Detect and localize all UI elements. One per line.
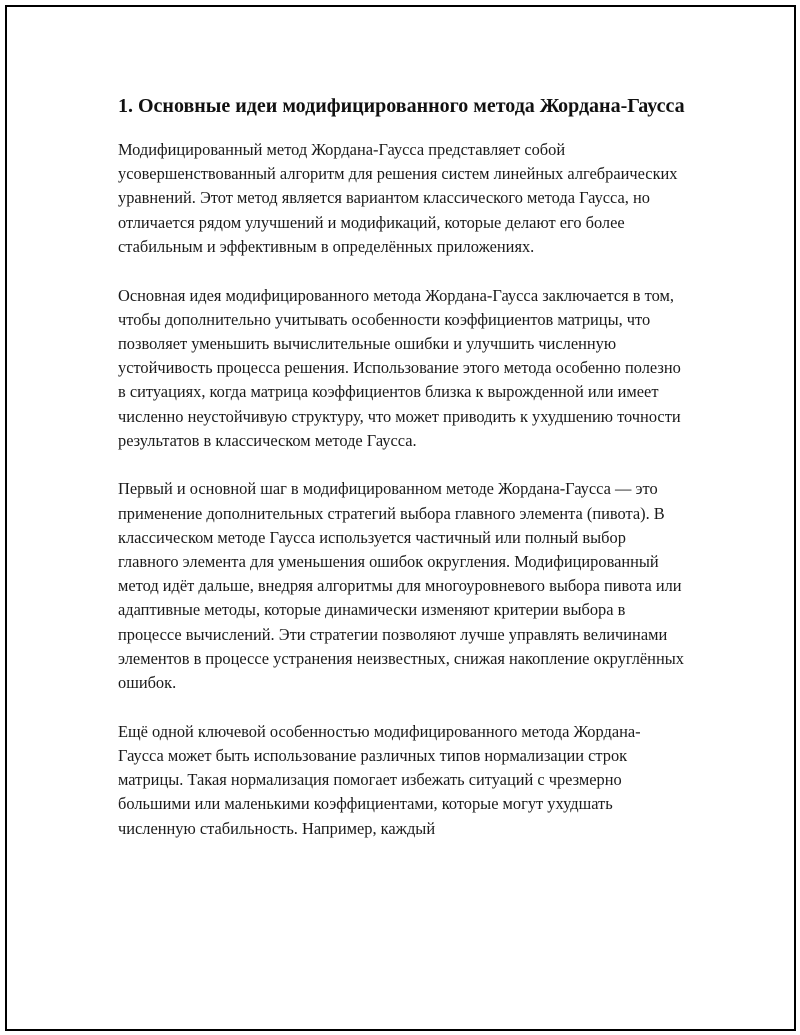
document-content	[118, 92, 686, 865]
paragraph-3: Первый и основной шаг в модифицированном методе Жордана-Гаусса — это применение дополнительных стратегий выбора главного элемента (пивота). В классическом методе Гаусса используется частичный или полный выбор главного элемента для уменьшения ошибок округления. Модифицированный метод идёт дальше, внедряя алгоритмы для многоуровневого выбора пивота или адаптивные методы, которые динамически изменяют критерии выбора в процессе вычислений. Эти стратегии позволяют лучше управлять величинами элементов в процессе устранения неизвестных, снижая накопление округлённых ошибок.	[118, 479, 684, 693]
section-heading: 1. Основные идеи модифицированного метода Жордана-Гаусса	[118, 95, 685, 117]
paragraph-1: Модифицированный метод Жордана-Гаусса представляет собой усовершенствованный алгоритм для решения систем линейных алгебраических уравнений. Этот метод является вариантом классического метода Гаусса, но отличается рядом улучшений и модификаций, которые делают его более стабильным и эффективным в определённых приложениях.	[118, 140, 678, 256]
paragraph-2: Основная идея модифицированного метода Жордана-Гаусса заключается в том, чтобы дополнительно учитывать особенности коэффициентов матрицы, что позволяет уменьшить вычислительные ошибки и улучшить численную устойчивость процесса решения. Использование этого метода особенно полезно в ситуациях, когда матрица коэффициентов близка к вырожденной или имеет численно неустойчивую структуру, что может приводить к ухудшению точности результатов в классическом методе Гаусса.	[118, 285, 681, 450]
paragraph-4: Ещё одной ключевой особенностью модифицированного метода Жордана-Гаусса может быть использование различных типов нормализации строк матрицы. Такая нормализация помогает избежать ситуаций с чрезмерно большими или маленькими коэффициентами, которые могут ухудшать численную стабильность. Например, каждый	[118, 721, 641, 838]
